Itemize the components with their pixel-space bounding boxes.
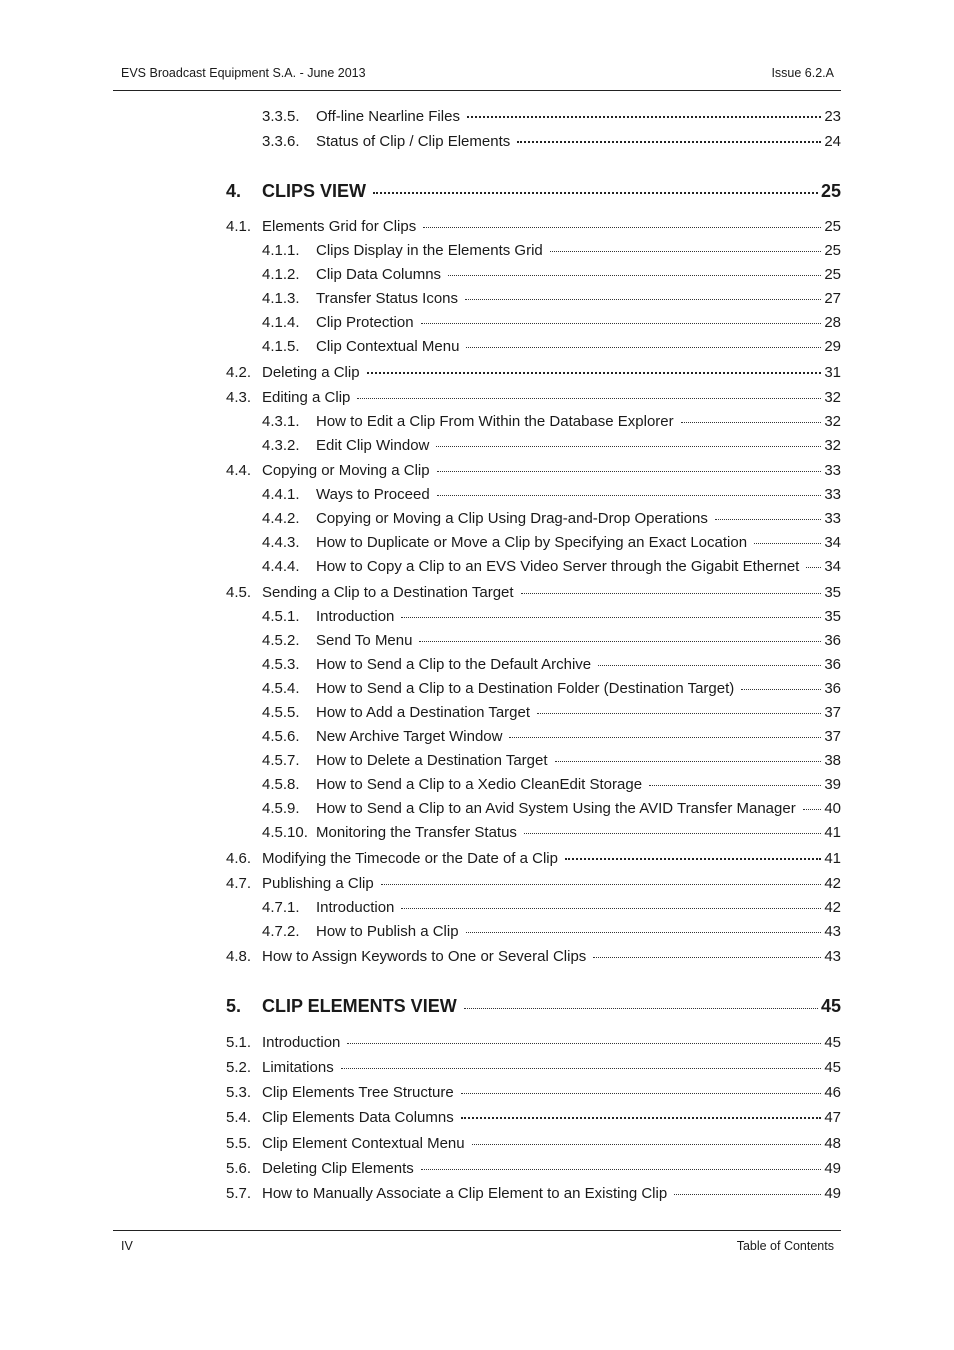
- toc-entry-page: 34: [824, 534, 841, 551]
- dot-leader: [754, 543, 821, 544]
- dot-leader: [381, 884, 822, 885]
- toc-entry-number: 4.1.4.: [262, 314, 300, 331]
- toc-entry-page: 33: [824, 462, 841, 479]
- dot-leader: [367, 372, 822, 374]
- toc-entry[interactable]: [262, 266, 841, 283]
- toc-entry-number: 5.3.: [226, 1084, 252, 1101]
- dot-leader: [448, 275, 821, 276]
- dot-leader: [423, 227, 821, 228]
- toc-entry-page: 31: [824, 364, 841, 381]
- toc-entry-number: 5.5.: [226, 1135, 252, 1152]
- toc-entry-page: 49: [824, 1185, 841, 1202]
- toc-entry-number: 4.: [226, 181, 242, 201]
- dot-leader: [537, 713, 821, 714]
- toc-entry[interactable]: [226, 1160, 841, 1177]
- toc-entry[interactable]: [262, 510, 841, 527]
- dot-leader: [555, 761, 822, 762]
- toc-entry-number: 4.1.3.: [262, 290, 300, 307]
- toc-entry-title: Off-line Nearline Files: [316, 108, 460, 125]
- toc-entry-number: 4.5.4.: [262, 680, 300, 697]
- toc-entry-title: Copying or Moving a Clip Using Drag-and-Drop Operations: [316, 510, 708, 527]
- toc-entry-number: 4.5.10.: [262, 824, 308, 841]
- toc-entry[interactable]: [262, 824, 841, 841]
- toc-entry-title: Clip Contextual Menu: [316, 338, 460, 355]
- toc-entry[interactable]: [262, 728, 841, 745]
- toc-entry-page: 32: [824, 389, 841, 406]
- dot-leader: [419, 641, 821, 642]
- dot-leader: [741, 689, 821, 690]
- toc-entry-page: 25: [820, 181, 841, 201]
- toc-entry-title: Ways to Proceed: [316, 486, 430, 503]
- toc-entry-page: 24: [824, 133, 841, 150]
- toc-entry-number: 5.2.: [226, 1059, 252, 1076]
- toc-entry-page: 45: [824, 1034, 841, 1051]
- toc-entry-page: 35: [824, 608, 841, 625]
- toc-entry-number: 3.3.5.: [262, 108, 300, 125]
- footer-page-number: IV: [121, 1239, 133, 1253]
- dot-leader: [461, 1093, 822, 1094]
- toc-entry-page: 37: [824, 728, 841, 745]
- toc-entry-number: 4.5.9.: [262, 800, 300, 817]
- page-header: [113, 66, 841, 91]
- toc-entry-number: 3.3.6.: [262, 133, 300, 150]
- toc-entry-title: Publishing a Clip: [262, 875, 374, 892]
- toc-entry[interactable]: [262, 558, 841, 575]
- toc-entry-number: 4.3.: [226, 389, 252, 406]
- toc-entry[interactable]: [226, 1109, 841, 1126]
- toc-entry-page: 42: [824, 899, 841, 916]
- toc-entry-title: How to Edit a Clip From Within the Database Explorer: [316, 413, 674, 430]
- toc-entry-title: CLIPS VIEW: [262, 181, 367, 201]
- toc-entry-title: Clip Element Contextual Menu: [262, 1135, 465, 1152]
- toc-entry-title: CLIP ELEMENTS VIEW: [262, 996, 457, 1016]
- toc-entry-number: 5.: [226, 996, 242, 1016]
- toc-entry-page: 40: [824, 800, 841, 817]
- toc-entry[interactable]: [262, 413, 841, 430]
- toc-entry-number: 4.1.2.: [262, 266, 300, 283]
- toc-entry-number: 4.5.6.: [262, 728, 300, 745]
- toc-entry-title: Introduction: [316, 608, 395, 625]
- toc-entry[interactable]: [262, 314, 841, 331]
- toc-entry-page: 33: [824, 486, 841, 503]
- toc-entry-page: 41: [824, 850, 841, 867]
- toc-entry-title: How to Assign Keywords to One or Several Clips: [262, 948, 587, 965]
- dot-leader: [681, 422, 822, 423]
- toc-entry-number: 4.5.5.: [262, 704, 300, 721]
- toc-entry-number: 4.3.2.: [262, 437, 300, 454]
- dot-leader: [803, 809, 822, 810]
- toc-chapter[interactable]: [226, 181, 841, 202]
- toc-entry-title: How to Send a Clip to a Xedio CleanEdit Storage: [316, 776, 643, 793]
- dot-leader: [461, 1117, 822, 1119]
- toc-entry-title: How to Copy a Clip to an EVS Video Server through the Gigabit Ethernet: [316, 558, 800, 575]
- toc-entry[interactable]: [262, 752, 841, 769]
- dot-leader: [421, 1169, 822, 1170]
- dot-leader: [649, 785, 821, 786]
- toc-entry[interactable]: [226, 584, 841, 601]
- toc-entry-page: 48: [824, 1135, 841, 1152]
- toc-entry-page: 38: [824, 752, 841, 769]
- toc-entry-number: 4.5.8.: [262, 776, 300, 793]
- toc-entry[interactable]: [226, 1034, 841, 1051]
- dot-leader: [521, 593, 822, 594]
- toc-entry[interactable]: [262, 923, 841, 940]
- toc-entry-title: Send To Menu: [316, 632, 413, 649]
- dot-leader: [565, 858, 821, 860]
- toc-entry-number: 4.1.5.: [262, 338, 300, 355]
- dot-leader: [550, 251, 822, 252]
- toc-entry-title: How to Delete a Destination Target: [316, 752, 548, 769]
- toc-entry-page: 34: [824, 558, 841, 575]
- toc-entry-page: 36: [824, 632, 841, 649]
- toc-entry-page: 36: [824, 680, 841, 697]
- dot-leader: [674, 1194, 821, 1195]
- dot-leader: [436, 446, 821, 447]
- toc-entry-title: Edit Clip Window: [316, 437, 430, 454]
- dot-leader: [401, 617, 821, 618]
- toc-entry-title: Introduction: [262, 1034, 341, 1051]
- toc-entry[interactable]: [226, 1084, 841, 1101]
- toc-entry-title: Modifying the Timecode or the Date of a Clip: [262, 850, 558, 867]
- toc-entry-number: 4.4.3.: [262, 534, 300, 551]
- toc-entry-page: 41: [824, 824, 841, 841]
- toc-entry-title: Clip Elements Data Columns: [262, 1109, 454, 1126]
- toc-entry-title: How to Send a Clip to a Destination Folder (Destination Target): [316, 680, 735, 697]
- toc-entry-title: How to Send a Clip to the Default Archive: [316, 656, 592, 673]
- toc-entry-title: Copying or Moving a Clip: [262, 462, 430, 479]
- toc-entry[interactable]: [226, 1059, 841, 1076]
- toc-entry-number: 5.1.: [226, 1034, 252, 1051]
- toc-entry-page: 35: [824, 584, 841, 601]
- dot-leader: [357, 398, 821, 399]
- toc-entry[interactable]: [262, 133, 841, 150]
- toc-entry[interactable]: [226, 389, 841, 406]
- toc-entry-title: Elements Grid for Clips: [262, 218, 417, 235]
- toc-entry-page: 49: [824, 1160, 841, 1177]
- dot-leader: [524, 833, 821, 834]
- toc-entry[interactable]: [262, 242, 841, 259]
- toc-entry-page: 45: [824, 1059, 841, 1076]
- toc-entry-title: Clip Data Columns: [316, 266, 442, 283]
- toc-entry-number: 5.6.: [226, 1160, 252, 1177]
- toc-entry-page: 43: [824, 948, 841, 965]
- dot-leader: [347, 1043, 821, 1044]
- toc-entry-number: 4.8.: [226, 948, 252, 965]
- toc-entry-number: 4.5.1.: [262, 608, 300, 625]
- dot-leader: [509, 737, 821, 738]
- dot-leader: [341, 1068, 822, 1069]
- toc-entry-page: 29: [824, 338, 841, 355]
- toc-entry-page: 45: [820, 996, 841, 1016]
- header-publisher: EVS Broadcast Equipment S.A. - June 2013: [121, 66, 366, 80]
- toc-entry[interactable]: [262, 608, 841, 625]
- toc-entry[interactable]: [226, 948, 841, 965]
- toc-entry-number: 4.2.: [226, 364, 252, 381]
- dot-leader: [466, 932, 822, 933]
- toc-entry-title: How to Publish a Clip: [316, 923, 459, 940]
- toc-entry-number: 5.4.: [226, 1109, 252, 1126]
- dot-leader: [598, 665, 821, 666]
- toc-entry-title: Transfer Status Icons: [316, 290, 459, 307]
- toc-entry-title: Status of Clip / Clip Elements: [316, 133, 511, 150]
- toc-entry-title: Sending a Clip to a Destination Target: [262, 584, 514, 601]
- toc-entry-title: How to Send a Clip to an Avid System Using the AVID Transfer Manager: [316, 800, 796, 817]
- toc-entry[interactable]: [262, 704, 841, 721]
- toc-entry-number: 4.4.1.: [262, 486, 300, 503]
- toc-entry-title: Monitoring the Transfer Status: [316, 824, 517, 841]
- toc-entry[interactable]: [262, 108, 841, 125]
- dot-leader: [401, 908, 821, 909]
- toc-entry[interactable]: [262, 338, 841, 355]
- toc-entry-number: 4.5.3.: [262, 656, 300, 673]
- dot-leader: [421, 323, 822, 324]
- toc-entry-title: Limitations: [262, 1059, 334, 1076]
- toc-entry-title: Deleting Clip Elements: [262, 1160, 414, 1177]
- toc-entry-page: 25: [824, 266, 841, 283]
- toc-chapter[interactable]: [226, 996, 841, 1017]
- toc-entry-page: 36: [824, 656, 841, 673]
- toc-entry[interactable]: [262, 776, 841, 793]
- page-footer: [113, 1230, 841, 1255]
- toc-entry-page: 32: [824, 413, 841, 430]
- toc-entry-number: 4.6.: [226, 850, 252, 867]
- toc-entry-page: 37: [824, 704, 841, 721]
- dot-leader: [373, 192, 818, 194]
- toc-entry-page: 46: [824, 1084, 841, 1101]
- dot-leader: [715, 519, 821, 520]
- toc-entry-title: Clip Elements Tree Structure: [262, 1084, 454, 1101]
- dot-leader: [466, 347, 821, 348]
- header-issue: Issue 6.2.A: [771, 66, 834, 80]
- toc-entry[interactable]: [262, 290, 841, 307]
- dot-leader: [437, 471, 822, 472]
- toc-entry-number: 4.1.: [226, 218, 252, 235]
- toc-entry-page: 25: [824, 242, 841, 259]
- toc-entry[interactable]: [262, 534, 841, 551]
- toc-entry-number: 5.7.: [226, 1185, 252, 1202]
- toc-entry-number: 4.5.2.: [262, 632, 300, 649]
- toc-entry[interactable]: [226, 875, 841, 892]
- toc-entry-page: 23: [824, 108, 841, 125]
- toc-entry[interactable]: [226, 1185, 841, 1202]
- toc-entry-title: Editing a Clip: [262, 389, 351, 406]
- toc-entry[interactable]: [262, 680, 841, 697]
- toc-entry[interactable]: [226, 364, 841, 381]
- toc-entry-title: Deleting a Clip: [262, 364, 360, 381]
- toc-entry[interactable]: [262, 800, 841, 817]
- toc-entry[interactable]: [262, 899, 841, 916]
- toc-entry-number: 4.4.4.: [262, 558, 300, 575]
- dot-leader: [593, 957, 821, 958]
- toc-entry-number: 4.5.: [226, 584, 252, 601]
- toc-entry-number: 4.1.1.: [262, 242, 300, 259]
- toc-entry-page: 27: [824, 290, 841, 307]
- toc-entry-number: 4.5.7.: [262, 752, 300, 769]
- dot-leader: [465, 299, 821, 300]
- toc-entry-title: Clip Protection: [316, 314, 414, 331]
- toc-entry-title: How to Manually Associate a Clip Element to an Existing Clip: [262, 1185, 668, 1202]
- toc-entry-number: 4.4.: [226, 462, 252, 479]
- toc-entry-page: 32: [824, 437, 841, 454]
- toc-entry[interactable]: [226, 1135, 841, 1152]
- toc-entry-title: New Archive Target Window: [316, 728, 503, 745]
- dot-leader: [464, 1008, 818, 1009]
- toc-entry[interactable]: [262, 437, 841, 454]
- toc-entry-number: 4.4.2.: [262, 510, 300, 527]
- toc-entry-number: 4.7.: [226, 875, 252, 892]
- toc-entry-page: 39: [824, 776, 841, 793]
- toc-entry-number: 4.3.1.: [262, 413, 300, 430]
- footer-section-title: Table of Contents: [736, 1239, 834, 1253]
- dot-leader: [467, 116, 821, 118]
- toc-entry-title: How to Duplicate or Move a Clip by Specifying an Exact Location: [316, 534, 748, 551]
- toc-entry-title: Introduction: [316, 899, 395, 916]
- toc-entry-number: 4.7.2.: [262, 923, 300, 940]
- toc-entry-title: How to Add a Destination Target: [316, 704, 531, 721]
- toc-entry[interactable]: [262, 632, 841, 649]
- toc-entry-page: 47: [824, 1109, 841, 1126]
- toc-entry-page: 28: [824, 314, 841, 331]
- dot-leader: [472, 1144, 822, 1145]
- dot-leader: [806, 567, 821, 568]
- toc-entry-title: Clips Display in the Elements Grid: [316, 242, 543, 259]
- dot-leader: [437, 495, 822, 496]
- dot-leader: [517, 141, 821, 143]
- toc-entry[interactable]: [262, 656, 841, 673]
- toc-entry-page: 33: [824, 510, 841, 527]
- toc-entry[interactable]: [226, 462, 841, 479]
- toc-entry[interactable]: [226, 218, 841, 235]
- toc-entry-number: 4.7.1.: [262, 899, 300, 916]
- toc-entry-page: 25: [824, 218, 841, 235]
- toc-entry-page: 43: [824, 923, 841, 940]
- toc-entry[interactable]: [262, 486, 841, 503]
- toc-entry-page: 42: [824, 875, 841, 892]
- toc-entry[interactable]: [226, 850, 841, 867]
